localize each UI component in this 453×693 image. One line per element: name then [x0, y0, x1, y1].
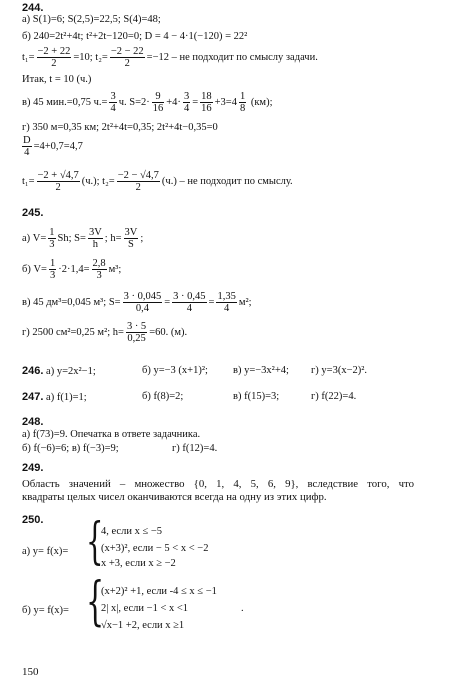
- problem-number-247: 247.: [22, 391, 44, 403]
- p244-discriminant: $\frac{D}{4}$ =4+0,7=4,7: [23, 135, 83, 159]
- fraction: $\frac{-2 - 22}{2}$: [110, 46, 144, 70]
- fraction: $\frac{2,8}{3}$: [92, 258, 106, 282]
- p247-b: б) f(8)=2;: [142, 391, 184, 402]
- p250-a-case-2: (x+3)², если − 5 < x < −2: [101, 543, 209, 554]
- p244-t-roots: t₁= $\frac{-2 + 22}{2}$ =10; t₂= $\frac{-2 - 22}{2}$ =−12 – не подходит по смыслу задачи.: [22, 46, 318, 70]
- p244-line-b: б) 240=2t²+4t; t²+2t−120=0; D = 4 − 4·1(−120) = 22²: [22, 31, 248, 42]
- fraction: $\frac{3 \cdot 5}{0,25}$: [126, 321, 147, 345]
- p245-line-b: б) V= $\frac{1}{3}$ ·2·1,4= $\frac{2,8}{3}$ м³;: [22, 258, 122, 282]
- p250-b-label: б) y= f(x)=: [22, 605, 69, 616]
- problem-number-249: 249.: [22, 462, 44, 474]
- fraction: $\frac{3 \cdot 0,45}{4}$: [173, 291, 206, 315]
- left-brace-icon: {: [86, 572, 105, 632]
- p246-v: в) y=−3x²+4;: [233, 365, 289, 376]
- p250-b-case-3: √x−1 +2, если x ≥1: [101, 620, 185, 631]
- p244-line-v: в) 45 мин.=0,75 ч.= $\frac{3}{4}$ ч. S=2· $\frac{9}{16}$ +4· $\frac{3}{4}$ = $\frac{18}{16}$ +3=4 $\frac{1}{8}$ (км);: [22, 91, 273, 115]
- problem-246: 246. а) y=2x²−1;: [22, 365, 96, 377]
- p250-a-label: а) y= f(x)=: [22, 546, 69, 557]
- p244-conclusion: Итак, t = 10 (ч.): [22, 74, 92, 85]
- p248-bv: б) f(−6)=6; в) f(−3)=9;: [22, 443, 119, 454]
- p245-line-a: а) V= $\frac{1}{3}$ Sh; S= $\frac{3V}{h}$ ; h= $\frac{3V}{S}$ ;: [22, 227, 144, 251]
- p250-b-case-2: 2| x|, если −1 < x <1: [101, 603, 189, 614]
- fraction: $\frac{1}{3}$: [49, 258, 56, 282]
- p250-a-case-1: 4, если x ≤ −5: [101, 526, 163, 537]
- fraction: $\frac{D}{4}$: [23, 135, 31, 159]
- p247-g: г) f(22)=4.: [311, 391, 357, 402]
- p246-b: б) y=−3 (x+1)²;: [142, 365, 208, 376]
- p250-a-case-3: x +3, если x ≥ −2: [101, 558, 176, 569]
- p245-line-v: в) 45 дм³=0,045 м³; S= $\frac{3 \cdot 0,045}{0,4}$ = $\frac{3 \cdot 0,45}{4}$ = $\frac{1,35}{4}$ м²;: [22, 291, 252, 315]
- fraction: $\frac{3V}{h}$: [88, 227, 102, 251]
- page-number: 150: [22, 666, 39, 678]
- fraction: $\frac{-2 - √4,7}{2}$: [117, 170, 159, 194]
- p244-line-g: г) 350 м=0,35 км; 2t²+4t=0,35; 2t²+4t−0,35=0: [22, 122, 218, 133]
- fraction: $\frac{-2 + √4,7}{2}$: [37, 170, 79, 194]
- p247-v: в) f(15)=3;: [233, 391, 280, 402]
- p249-line-2: квадраты целых чисел оканчиваются всегда на одну из этих цифр.: [22, 491, 327, 503]
- fraction: $\frac{18}{16}$: [201, 91, 212, 115]
- p244-t-roots-2: t₁= $\frac{-2 + √4,7}{2}$ (ч.); t₂= $\frac{-2 - √4,7}{2}$ (ч.) – не подходит по смыслу.: [22, 170, 293, 194]
- problem-number-245: 245.: [22, 207, 44, 219]
- problem-number-244: 244.: [22, 2, 44, 14]
- fraction: $\frac{3}{4}$: [183, 91, 190, 115]
- p246-g: г) y=3(x−2)².: [311, 365, 368, 376]
- fraction: $\frac{-2 + 22}{2}$: [37, 46, 71, 70]
- trailing-dot: .: [241, 603, 244, 614]
- p249-line-1: Область значений – множество {0, 1, 4, 5, 6, 9}, вследствие того, что: [22, 478, 414, 490]
- fraction: $\frac{1}{3}$: [49, 227, 55, 251]
- fraction: $\frac{3 \cdot 0,045}{0,4}$: [123, 291, 162, 315]
- fraction: $\frac{3}{4}$: [110, 91, 116, 115]
- p245-line-g: г) 2500 см²=0,25 м²; h= $\frac{3 \cdot 5}{0,25}$ =60. (м).: [22, 321, 188, 345]
- fraction: $\frac{9}{16}$: [152, 91, 164, 115]
- problem-247: 247. а) f(1)=1;: [22, 391, 87, 403]
- p248-g: г) f(12)=4.: [172, 443, 218, 454]
- p244-line-a: а) S(1)=6; S(2,5)=22,5; S(4)=48;: [22, 14, 161, 25]
- problem-number-250: 250.: [22, 514, 44, 526]
- problem-number-246: 246.: [22, 365, 44, 377]
- p248-a: а) f(73)=9. Опечатка в ответе задачника.: [22, 429, 201, 440]
- problem-number-248: 248.: [22, 416, 44, 428]
- fraction: $\frac{1,35}{4}$: [217, 291, 236, 315]
- fraction: $\frac{3V}{S}$: [124, 227, 138, 251]
- p250-b-case-1: (x+2)² +1, если -4 ≤ x ≤ −1: [101, 586, 217, 597]
- left-brace-icon: {: [86, 512, 104, 570]
- fraction: $\frac{1}{8}$: [239, 91, 246, 115]
